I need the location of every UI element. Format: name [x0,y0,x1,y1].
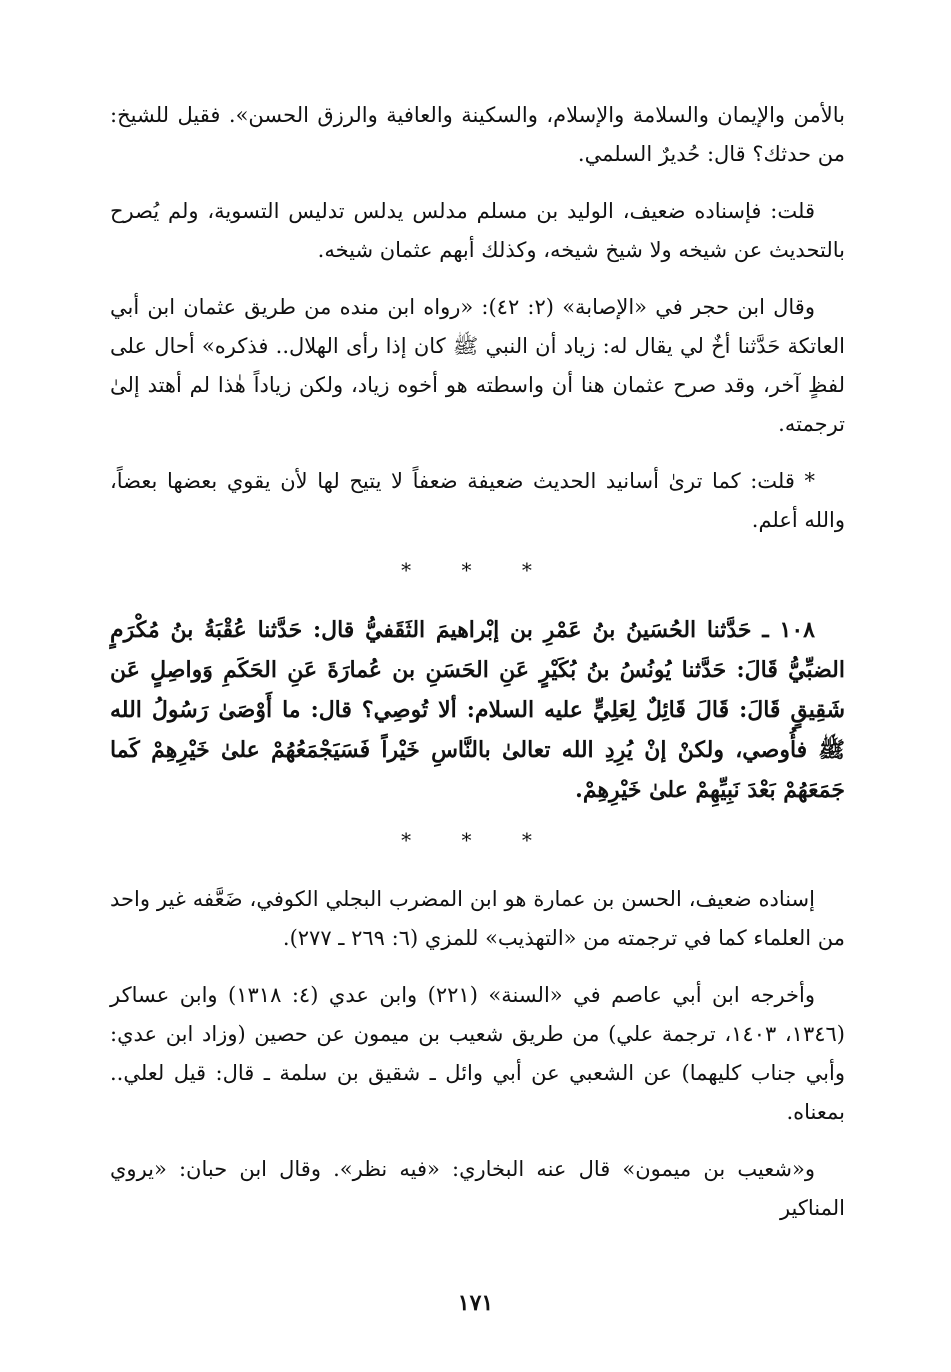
paragraph-isnad-note: قلت: فإسناده ضعيف، الوليد بن مسلم مدلس يدلس تدليس التسوية، ولم يُصرح بالتحديث عن شيخه ولا شيخ شيخه، وكذلك أبهم عثمان شيخه. [110,199,845,262]
paragraph-conclusion: * قلت: كما ترىٰ أسانيد الحديث ضعيفة ضعفاً لا يتيح لها لأن يقوي بعضها بعضاً، والله أعلم. [110,469,845,532]
paragraph-ibn-hajar: وقال ابن حجر في «الإصابة» (٢: ٤٢): «رواه ابن منده من طريق عثمان ابن أبي العاتكة حَدَّثنا أخٌ لي يقال له: زياد أن النبي ﷺ كان إذا رأى الهلال.. فذكره» أحال على لفظٍ آخر، وقد صرح عثمان هنا أن واسطته هو أخوه زياد، ولكن زياداً هٰذا لم أهتد إلىٰ ترجمته. [110,295,845,436]
section-separator [110,558,845,582]
paragraph-continuation: بالأمن والإيمان والسلامة والإسلام، والسكينة والعافية والرزق الحسن». فقيل للشيخ: من حدثك؟ قال: حُديرٌ السلمي. [110,103,845,166]
separator-text-2: * * * [401,828,554,852]
paragraph-shuayb: و«شعيب بن ميمون» قال عنه البخاري: «فيه نظر». وقال ابن حبان: «يروي المناكير [110,1157,845,1220]
paragraph-takhrij: وأخرجه ابن أبي عاصم في «السنة» (٢٢١) وابن عدي (٤: ١٣١٨) وابن عساكر (١٣٤٦، ١٤٠٣، ترجمة علي) من طريق شعيب بن ميمون عن حصين (وزاد ابن عدي: وأبي جناب كليهما) عن الشعبي عن أبي وائل ـ شقيق بن سلمة ـ قال: قيل لعلي.. بمعناه. [110,983,845,1124]
paragraph-isnad-weak: إسناده ضعيف، الحسن بن عمارة هو ابن المضرب البجلي الكوفي، ضَعَّفه غير واحد من العلماء كما في ترجمته من «التهذيب» للمزي (٦: ٢٦٩ ـ ٢٧٧). [110,887,845,950]
page-body [110,96,845,1246]
separator-text: * * * [401,558,554,582]
hadith-108: ١٠٨ ـ حَدَّثنا الحُسَينُ بنُ عَمْرِ بن إبْراهيمَ الثَقَفيُّ قال: حَدَّثنا عُقْبَةُ بنُ مُكْرَمٍ الضبِّيُّ قَالَ: حَدَّثنا يُونُسُ بنُ بُكَيْرٍ عَنِ الحَسَنِ بن عُمارَةَ عَنِ الحَكَمِ وَواصِلٍ عَن شَقِيقٍ قَالَ: قَالَ قَائِلٌ لِعَلِيٍّ عليه السلام: ألا تُوصِي؟ قال: ما أَوْصَىٰ رَسُولُ الله ﷺ فأُوصي، ولكنْ إنْ يُرِدِ الله تعالىٰ بالنَّاسِ خَيْراً فَسَيَجْمَعُهُمْ علىٰ خَيْرِهِمْ كَما جَمَعَهُمْ بَعْدَ نَبِيِّهِمْ علىٰ خَيْرِهِمْ. [110,617,845,803]
section-separator-2 [110,828,845,852]
page-number: ١٧١ [457,1290,494,1316]
